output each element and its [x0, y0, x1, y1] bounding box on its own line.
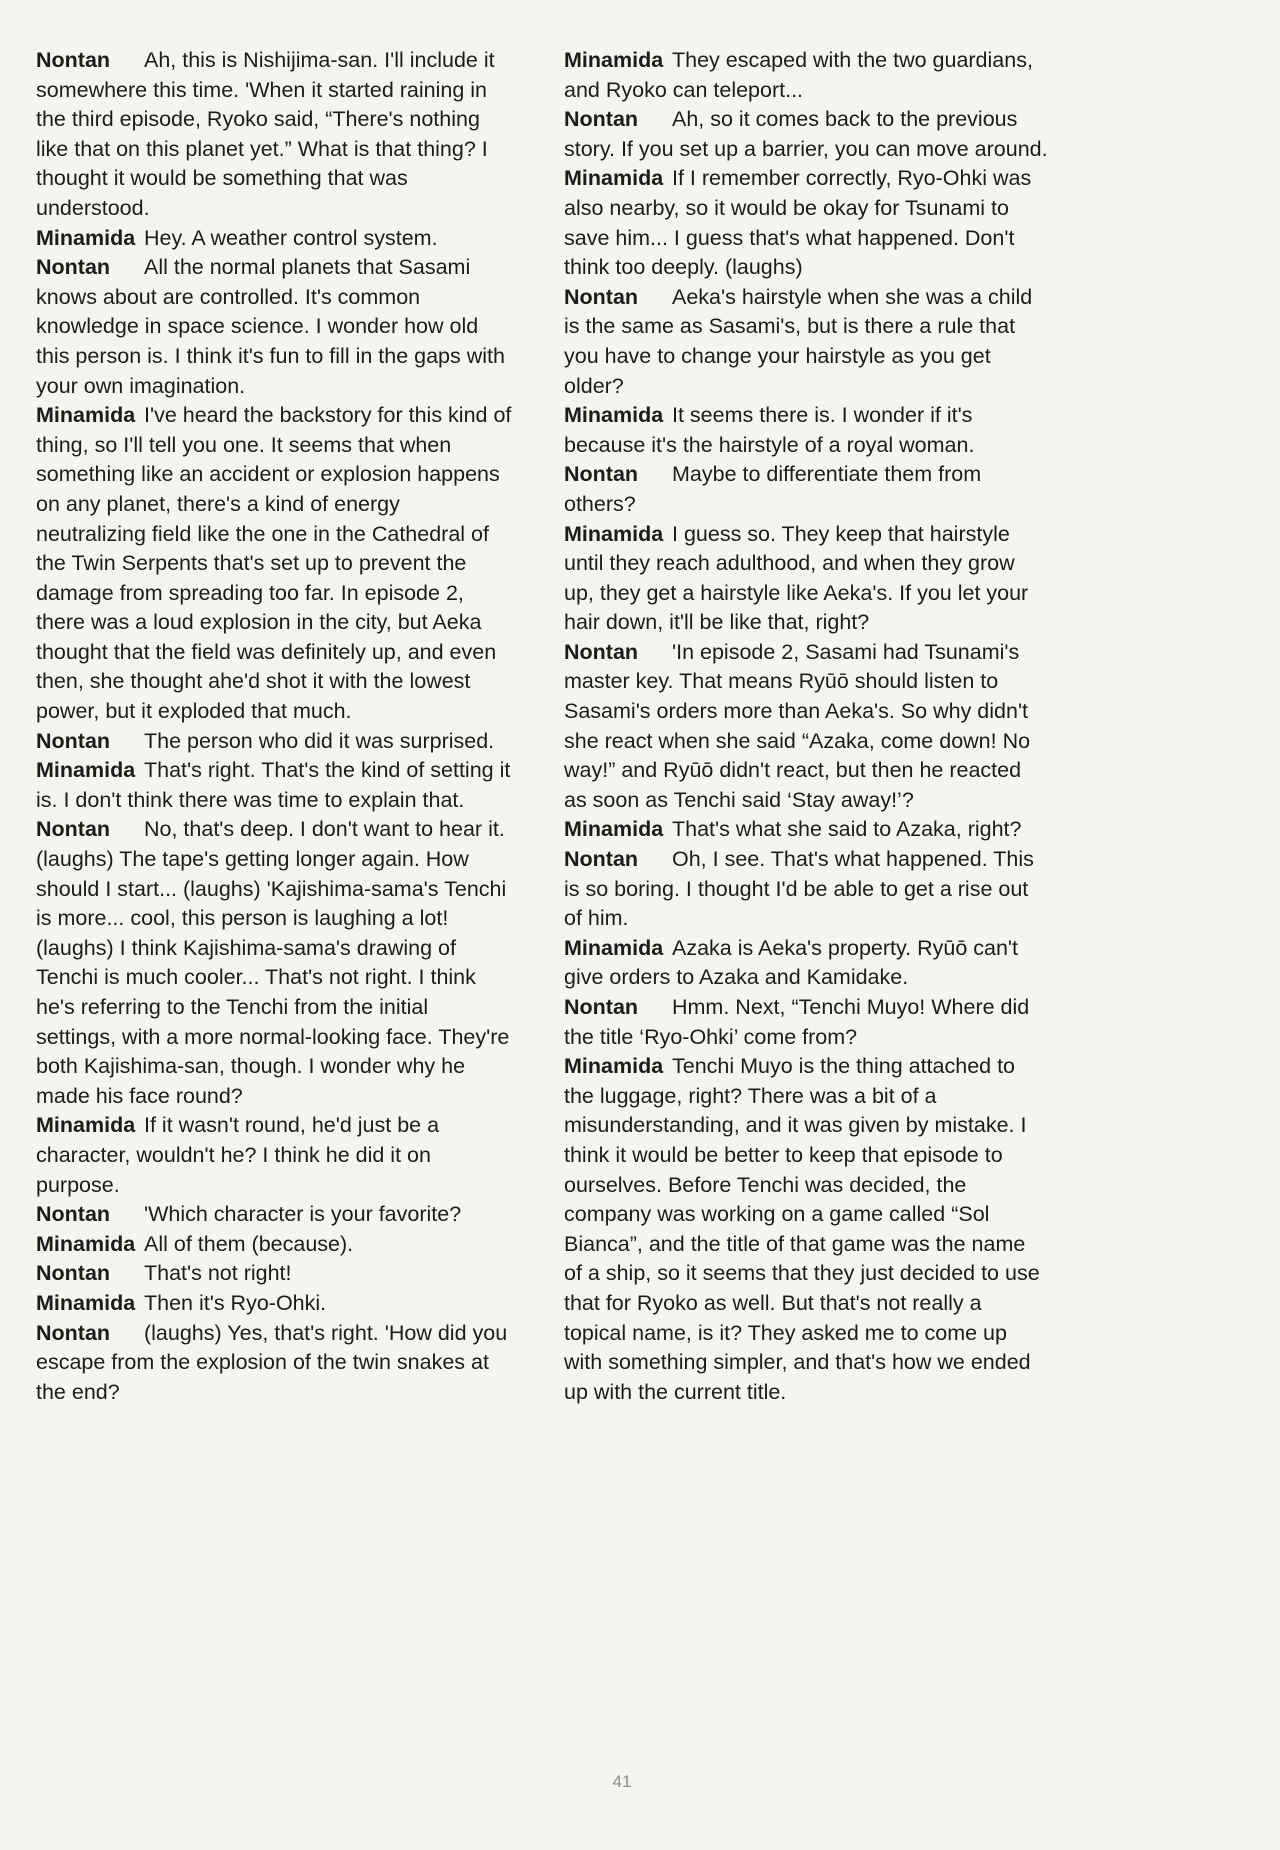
- speaker-name: Nontan: [36, 728, 111, 753]
- speaker-name: Minamida: [36, 225, 136, 250]
- dialogue-entry: [564, 401, 1048, 460]
- dialogue-entry: [36, 1319, 514, 1408]
- dialogue-entry: [564, 993, 1048, 1052]
- speaker-name: Minamida: [36, 1290, 136, 1315]
- column-left: [36, 46, 514, 1407]
- dialogue-text: I guess so. They keep that hairstyle until they reach adulthood, and when they grow up, they get a hairstyle like Aeka's. If you let your hair down, it'll be like that, right?: [564, 521, 1029, 635]
- dialogue-entry: [564, 460, 1048, 519]
- dialogue-text: That's right. That's the kind of setting it is. I don't think there was time to explain that.: [36, 758, 511, 812]
- speaker-name: Nontan: [564, 107, 639, 132]
- text-columns: [36, 46, 1280, 1407]
- dialogue-text: Maybe to differentiate them from others?: [564, 462, 982, 516]
- dialogue-text: That's what she said to Azaka, right?: [672, 817, 1022, 842]
- column-right: [564, 46, 1048, 1407]
- dialogue-text: I've heard the backstory for this kind of thing, so I'll tell you one. It seems that when something like an accident or explosion happens on any planet, there's a kind of energy neutralizing field like the one in the Cathedral of the Twin Serpents that's set up to prevent the damage from spreading too far. In episode 2, there was a loud explosion in the city, but Aeka thought that the field was definitely up, and even then, she thought ahe'd shot it with the lowest power, but it exploded that much.: [36, 403, 512, 724]
- speaker-name: Nontan: [36, 1320, 111, 1345]
- dialogue-entry: [36, 1230, 514, 1260]
- dialogue-text: If I remember correctly, Ryo-Ohki was also nearby, so it would be okay for Tsunami to save him... I guess that's what happened. Don't think too deeply. (laughs): [564, 166, 1032, 280]
- page-number: 41: [612, 1772, 632, 1791]
- dialogue-text: Azaka is Aeka's property. Ryūō can't give orders to Azaka and Kamidake.: [564, 935, 1019, 990]
- speaker-name: Minamida: [36, 758, 136, 783]
- dialogue-entry: [36, 756, 514, 815]
- speaker-name: Nontan: [564, 995, 639, 1019]
- dialogue-entry: [564, 283, 1048, 401]
- dialogue-entry: [564, 845, 1048, 934]
- speaker-name: Nontan: [36, 1202, 111, 1227]
- dialogue-entry: [36, 1200, 514, 1230]
- dialogue-text: All of them (because).: [144, 1231, 354, 1256]
- dialogue-entry: [564, 934, 1048, 993]
- dialogue-entry: [36, 253, 514, 401]
- dialogue-text: Oh, I see. That's what happened. This is so boring. I thought I'd be able to get a rise out of him.: [564, 847, 1034, 931]
- dialogue-text: (laughs) Yes, that's right. 'How did you escape from the explosion of the twin snakes at the end?: [36, 1320, 508, 1404]
- dialogue-text: 'In episode 2, Sasami had Tsunami's master key. That means Ryūō should listen to Sasami's orders more than Aeka's. So why didn't she react when she said “Azaka, come down! No way!” and Ryūō didn't react, but then he reacted as soon as Tenchi said ‘Stay away!’?: [564, 639, 1031, 812]
- speaker-name: Nontan: [564, 639, 639, 664]
- speaker-name: Minamida: [564, 403, 664, 428]
- dialogue-entry: [36, 1111, 514, 1200]
- dialogue-entry: [564, 1052, 1048, 1407]
- dialogue-text: Ah, so it comes back to the previous story. If you set up a barrier, you can move around.: [564, 107, 1048, 161]
- dialogue-entry: [36, 815, 514, 1111]
- speaker-name: Minamida: [564, 521, 664, 546]
- dialogue-text: 'Which character is your favorite?: [144, 1202, 462, 1227]
- dialogue-entry: [36, 1289, 514, 1319]
- speaker-name: Minamida: [36, 1231, 136, 1256]
- speaker-name: Minamida: [564, 817, 664, 842]
- speaker-name: Minamida: [564, 166, 664, 191]
- speaker-name: Nontan: [36, 48, 111, 72]
- dialogue-text: They escaped with the two guardians, and Ryoko can teleport...: [564, 48, 1033, 102]
- dialogue-entry: [36, 727, 514, 757]
- dialogue-entry: [36, 224, 514, 254]
- dialogue-entry: [36, 46, 514, 224]
- dialogue-entry: [564, 105, 1048, 164]
- speaker-name: Minamida: [564, 1054, 664, 1079]
- speaker-name: Nontan: [564, 284, 639, 309]
- speaker-name: Minamida: [564, 48, 664, 72]
- dialogue-entry: [564, 520, 1048, 638]
- dialogue-entry: [36, 1259, 514, 1289]
- dialogue-text: Ah, this is Nishijima-san. I'll include it somewhere this time. 'When it started raining in the third episode, Ryoko said, “There's nothing like that on this planet yet.” What is that thing? I thought it would be something that was understood.: [36, 48, 495, 220]
- dialogue-entry: [564, 164, 1048, 282]
- dialogue-text: No, that's deep. I don't want to hear it. (laughs) The tape's getting longer again. How should I start... (laughs) 'Kajishima-sama's Tenchi is more... cool, this person is laughing a lot! (laughs) I think Kajishima-sama's drawing of Tenchi is much cooler... That's not right. I think he's referring to the Tenchi from the initial settings, with a more normal-looking face. They're both Kajishima-san, though. I wonder why he made his face round?: [36, 817, 510, 1108]
- speaker-name: Minamida: [36, 1113, 136, 1138]
- dialogue-text: The person who did it was surprised.: [144, 728, 495, 753]
- speaker-name: Nontan: [36, 1261, 111, 1286]
- speaker-name: Nontan: [564, 462, 639, 487]
- dialogue-text: Hey. A weather control system.: [144, 225, 438, 250]
- speaker-name: Minamida: [564, 935, 664, 960]
- dialogue-text: That's not right!: [144, 1261, 292, 1286]
- dialogue-text: Aeka's hairstyle when she was a child is the same as Sasami's, but is there a rule that you have to change your hairstyle as you get older?: [564, 284, 1033, 398]
- dialogue-entry: [564, 815, 1048, 845]
- dialogue-entry: [564, 638, 1048, 816]
- dialogue-text: It seems there is. I wonder if it's because it's the hairstyle of a royal woman.: [564, 403, 975, 457]
- speaker-name: Nontan: [36, 255, 111, 280]
- dialogue-text: Hmm. Next, “Tenchi Muyo! Where did the title ‘Ryo-Ohki’ come from?: [564, 995, 1030, 1049]
- dialogue-text: If it wasn't round, he'd just be a character, wouldn't he? I think he did it on purpose.: [36, 1113, 440, 1197]
- dialogue-entry: [564, 46, 1048, 105]
- dialogue-text: Then it's Ryo-Ohki.: [144, 1290, 327, 1315]
- speaker-name: Nontan: [36, 817, 111, 842]
- speaker-name: Minamida: [36, 403, 136, 428]
- dialogue-entry: [36, 401, 514, 727]
- speaker-name: Nontan: [564, 847, 639, 872]
- dialogue-text: Tenchi Muyo is the thing attached to the luggage, right? There was a bit of a misunderstanding, and it was given by mistake. I think it would be better to keep that episode to ourselves. Before Tenchi was decided, the company was working on a game called “Sol Bianca”, and the title of that game was the name of a ship, so it seems that they just decided to use that for Ryoko as well. But that's not really a topical name, is it? They asked me to come up with something simpler, and that's how we ended up with the current title.: [564, 1054, 1040, 1404]
- dialogue-text: All the normal planets that Sasami knows about are controlled. It's common knowledge in space science. I wonder how old this person is. I think it's fun to fill in the gaps with your own imagination.: [36, 255, 505, 398]
